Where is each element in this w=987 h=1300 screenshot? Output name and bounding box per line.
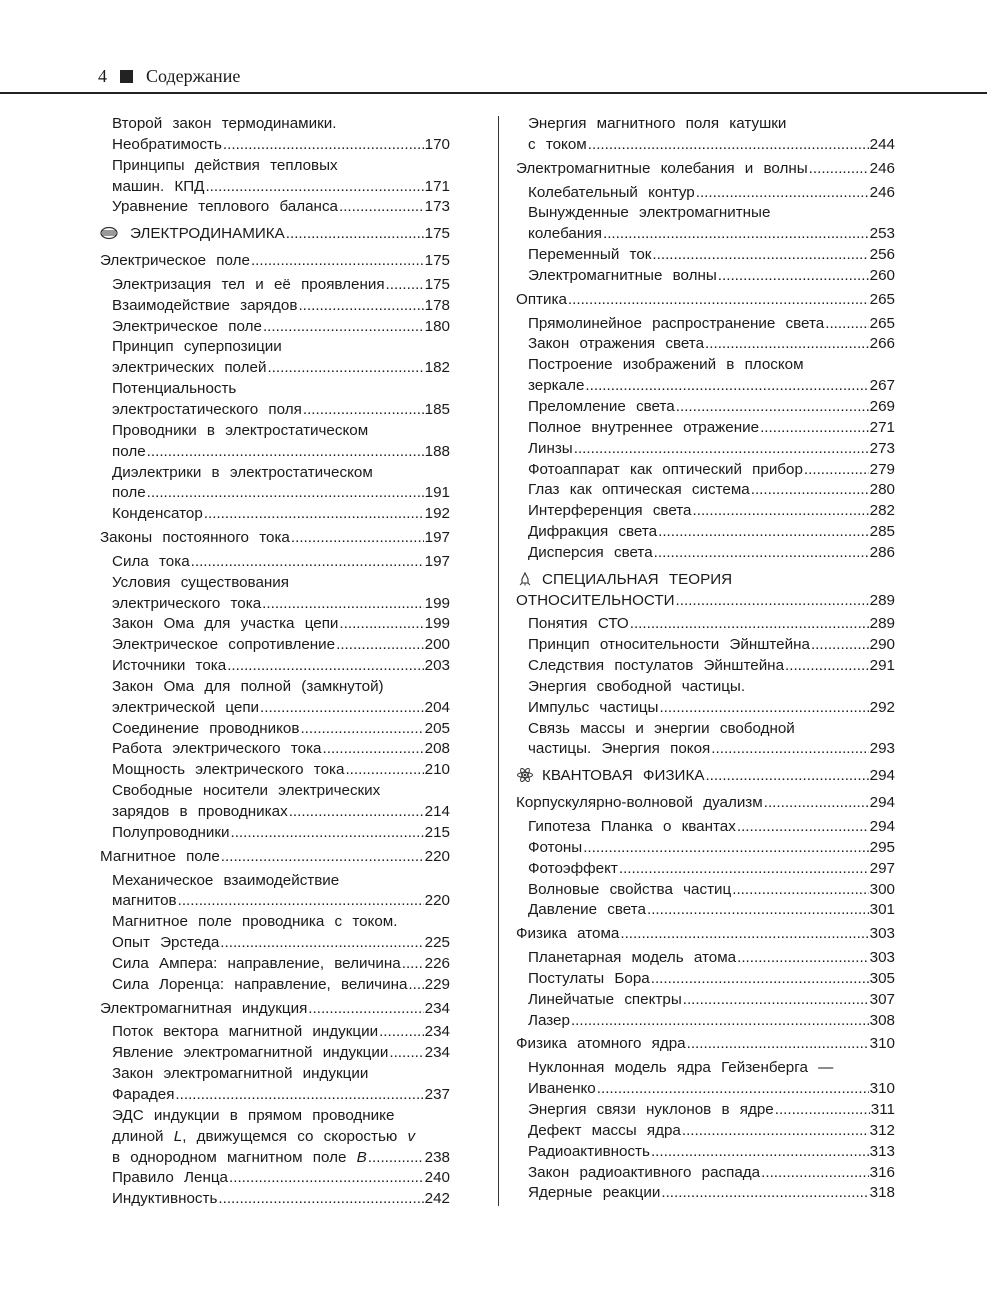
toc-entry[interactable]: Фотоны ..... 295 (516, 838, 895, 859)
toc-entry[interactable]: Электромагнитные волны ..... 260 (516, 266, 895, 287)
toc-entry[interactable]: Конденсатор ..... 192 (100, 504, 450, 525)
toc-entry[interactable]: магнитов ..... 220 (100, 891, 450, 912)
header-title: Содержание (146, 66, 241, 86)
rocket-icon (516, 572, 534, 586)
toc-entry[interactable]: Лазер ..... 308 (516, 1011, 895, 1032)
toc-line: Нуклонная модель ядра Гейзенберга — (528, 1059, 834, 1077)
toc-entry[interactable]: Сила Ампера: направление, величина ..... 226 (100, 954, 450, 975)
toc-entry[interactable]: электрических полей ..... 182 (100, 358, 450, 379)
toc-line: Закон Ома для полной (замкнутой) (112, 677, 384, 695)
toc-entry[interactable]: Гипотеза Планка о квантах ..... 294 (516, 817, 895, 838)
toc-entry[interactable]: Явление электромагнитной индукции ..... 234 (100, 1043, 450, 1064)
toc-entry[interactable]: Дефект массы ядра ..... 312 (516, 1121, 895, 1142)
toc-entry[interactable]: электрического тока ..... 199 (100, 594, 450, 615)
toc-entry[interactable]: Электрическое поле ..... 180 (100, 317, 450, 338)
toc-section[interactable]: Корпускулярно-волновой дуализм ..... 294 (516, 793, 895, 814)
toc-entry[interactable]: Уравнение теплового баланса ..... 173 (100, 197, 450, 218)
atom-icon (516, 768, 534, 782)
toc-entry[interactable]: Преломление света ..... 269 (516, 397, 895, 418)
toc-entry[interactable]: с током ..... 244 (516, 135, 895, 156)
toc-entry[interactable]: Источники тока ..... 203 (100, 656, 450, 677)
toc-entry[interactable]: поле ..... 191 (100, 483, 450, 504)
toc-line: Потенциальность (112, 380, 237, 398)
toc-section[interactable]: Электромагнитная индукция ..... 234 (100, 999, 450, 1020)
toc-entry[interactable]: поле ..... 188 (100, 442, 450, 463)
toc-entry[interactable]: Прямолинейное распространение света ..... 265 (516, 314, 895, 335)
page-number: 4 (98, 66, 107, 86)
toc-line: Энергия магнитного поля катушки (528, 115, 787, 132)
toc-entry[interactable]: Дисперсия света ..... 286 (516, 543, 895, 564)
toc-entry[interactable]: Закон Ома для участка цепи ..... 199 (100, 614, 450, 635)
toc-entry[interactable]: Фотоэффект ..... 297 (516, 859, 895, 880)
toc-entry[interactable]: Полное внутреннее отражение ..... 271 (516, 418, 895, 439)
toc-line: Энергия свободной частицы. (528, 677, 746, 695)
toc-entry[interactable]: Индуктивность ..... 242 (100, 1189, 450, 1210)
coil-icon (100, 226, 118, 240)
toc-entry[interactable]: Колебательный контур ..... 246 (516, 183, 895, 204)
toc-line: Закон электромагнитной индукции (112, 1065, 369, 1083)
toc-left-column (100, 114, 450, 1210)
toc-entry[interactable]: Закон отражения света ..... 266 (516, 334, 895, 355)
toc-section[interactable]: Электромагнитные колебания и волны ..... 246 (516, 159, 895, 180)
toc-part-quantum[interactable]: КВАНТОВАЯ ФИЗИКА ..... 294 (516, 766, 895, 787)
toc-line: Проводники в электростатическом (112, 421, 369, 439)
toc-entry[interactable]: машин. КПД ..... 171 (100, 177, 450, 198)
toc-entry[interactable]: Иваненко ..... 310 (516, 1079, 895, 1100)
toc-entry[interactable]: Планетарная модель атома ..... 303 (516, 948, 895, 969)
toc-entry[interactable]: Понятия СТО ..... 289 (516, 614, 895, 635)
toc-entry[interactable]: Сила Лоренца: направление, величина ..... 229 (100, 975, 450, 996)
page-header (0, 64, 987, 94)
toc-line: Второй закон термодинамики. (112, 115, 337, 132)
toc-entry[interactable]: Следствия постулатов Эйнштейна ..... 291 (516, 656, 895, 677)
toc-right-column (516, 114, 895, 1204)
toc-section[interactable]: Физика атома ..... 303 (516, 924, 895, 945)
toc-line: Свободные носители электрических (112, 782, 381, 800)
toc-entry[interactable]: Постулаты Бора ..... 305 (516, 969, 895, 990)
toc-entry[interactable]: Энергия связи нуклонов в ядре ..... 311 (516, 1100, 895, 1121)
toc-entry[interactable]: Фотоаппарат как оптический прибор ..... 279 (516, 460, 895, 481)
toc-entry[interactable]: Соединение проводников ..... 205 (100, 719, 450, 740)
toc-part-relativity[interactable]: ОТНОСИТЕЛЬНОСТИ ..... 289 (516, 591, 895, 612)
toc-entry[interactable]: Электрическое сопротивление ..... 200 (100, 635, 450, 656)
toc-entry[interactable]: Мощность электрического тока ..... 210 (100, 760, 450, 781)
toc-entry[interactable]: Дифракция света ..... 285 (516, 522, 895, 543)
toc-entry[interactable]: Взаимодействие зарядов ..... 178 (100, 296, 450, 317)
toc-line: Механическое взаимодействие (112, 871, 340, 889)
toc-section[interactable]: Электрическое поле ..... 175 (100, 251, 450, 272)
toc-entry[interactable]: Ядерные реакции ..... 318 (516, 1183, 895, 1204)
toc-line: Связь массы и энергии свободной (528, 719, 795, 737)
toc-entry[interactable]: Линзы ..... 273 (516, 439, 895, 460)
square-marker-icon (120, 70, 133, 83)
toc-entry[interactable]: Опыт Эрстеда ..... 225 (100, 933, 450, 954)
toc-line: ЭДС индукции в прямом проводнике (112, 1106, 395, 1124)
toc-section[interactable]: Физика атомного ядра ..... 310 (516, 1034, 895, 1055)
toc-line: Построение изображений в плоском (528, 356, 804, 374)
toc-line: длиной L, движущемся со скоростью v (112, 1127, 416, 1145)
toc-entry[interactable]: зарядов в проводниках ..... 214 (100, 802, 450, 823)
toc-entry[interactable]: зеркале ..... 267 (516, 376, 895, 397)
toc-entry[interactable]: Закон радиоактивного распада ..... 316 (516, 1163, 895, 1184)
toc-entry[interactable]: Интерференция света ..... 282 (516, 501, 895, 522)
toc-entry[interactable]: Поток вектора магнитной индукции ..... 234 (100, 1022, 450, 1043)
toc-line: Принцип суперпозиции (112, 338, 282, 356)
toc-entry[interactable]: электростатического поля ..... 185 (100, 400, 450, 421)
toc-entry[interactable]: Давление света ..... 301 (516, 900, 895, 921)
toc-entry[interactable]: Электризация тел и её проявления ..... 175 (100, 275, 450, 296)
toc-part-electrodynamics[interactable]: ЭЛЕКТРОДИНАМИКА ..... 175 (100, 224, 450, 245)
toc-entry[interactable]: Правило Ленца ..... 240 (100, 1168, 450, 1189)
toc-line: Принципы действия тепловых (112, 156, 338, 174)
toc-entry[interactable]: Импульс частицы ..... 292 (516, 698, 895, 719)
toc-entry[interactable]: частицы. Энергия покоя ..... 293 (516, 739, 895, 760)
toc-entry[interactable]: Волновые свойства частиц ..... 300 (516, 880, 895, 901)
toc-entry[interactable]: электрической цепи ..... 204 (100, 698, 450, 719)
toc-entry[interactable]: Необратимость ..... 170 (100, 135, 450, 156)
toc-part-relativity-title[interactable]: СПЕЦИАЛЬНАЯ ТЕОРИЯ (516, 570, 895, 591)
toc-line: Условия существования (112, 573, 289, 591)
toc-entry[interactable]: Фарадея ..... 237 (100, 1085, 450, 1106)
toc-entry[interactable]: Полупроводники ..... 215 (100, 823, 450, 844)
toc-entry[interactable]: Принцип относительности Эйнштейна ..... 290 (516, 635, 895, 656)
column-divider (498, 116, 499, 1206)
toc-entry[interactable]: Сила тока ..... 197 (100, 552, 450, 573)
toc-section[interactable]: Законы постоянного тока ..... 197 (100, 528, 450, 549)
toc-line: Вынужденные электромагнитные (528, 204, 771, 222)
toc-entry[interactable]: Переменный ток ..... 256 (516, 245, 895, 266)
toc-line: Магнитное поле проводника с током. (112, 913, 398, 931)
toc-entry[interactable]: Глаз как оптическая система ..... 280 (516, 480, 895, 501)
toc-entry[interactable]: колебания ..... 253 (516, 224, 895, 245)
toc-section[interactable]: Оптика ..... 265 (516, 290, 895, 311)
toc-entry[interactable]: Радиоактивность ..... 313 (516, 1142, 895, 1163)
toc-entry[interactable]: Линейчатые спектры ..... 307 (516, 990, 895, 1011)
toc-section[interactable]: Магнитное поле ..... 220 (100, 847, 450, 868)
toc-entry[interactable]: Работа электрического тока ..... 208 (100, 739, 450, 760)
toc-entry[interactable]: в однородном магнитном поле B ..... 238 (100, 1148, 450, 1169)
toc-line: Диэлектрики в электростатическом (112, 463, 373, 481)
